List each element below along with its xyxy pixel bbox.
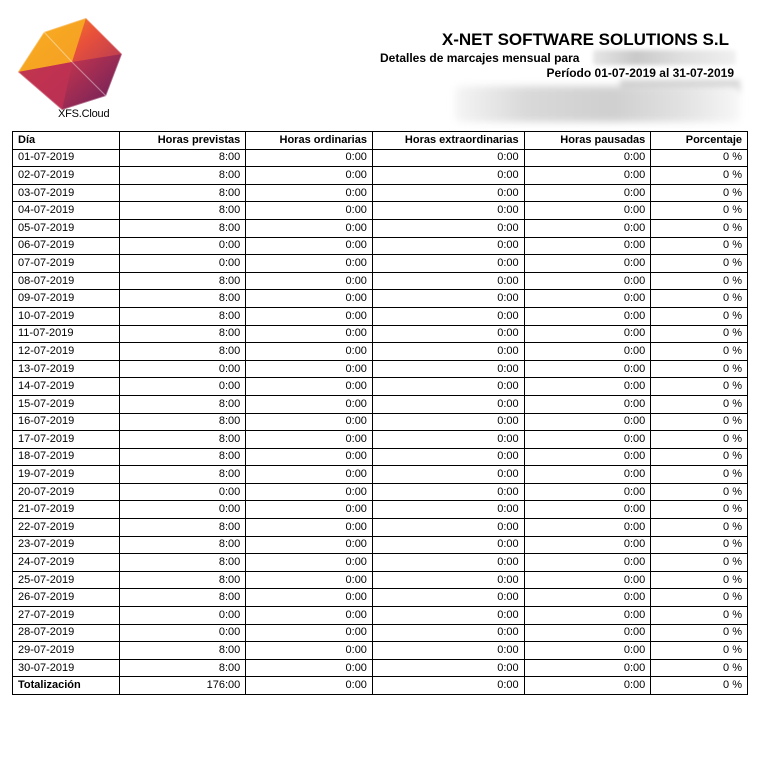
column-header: Horas previstas: [119, 132, 246, 150]
value-cell: 0:00: [372, 395, 524, 413]
value-cell: 0:00: [372, 624, 524, 642]
value-cell: 0:00: [372, 431, 524, 449]
value-cell: 0 %: [651, 624, 748, 642]
value-cell: 0:00: [119, 255, 246, 273]
value-cell: 0:00: [524, 307, 651, 325]
day-cell: Totalización: [13, 677, 120, 695]
day-cell: 29-07-2019: [13, 642, 120, 660]
value-cell: 0:00: [246, 325, 373, 343]
value-cell: 0:00: [246, 624, 373, 642]
table-row: [13, 536, 748, 554]
value-cell: 0:00: [246, 554, 373, 572]
column-header: Horas ordinarias: [246, 132, 373, 150]
value-cell: 8:00: [119, 448, 246, 466]
value-cell: 176:00: [119, 677, 246, 695]
day-cell: 02-07-2019: [13, 167, 120, 185]
value-cell: 0:00: [524, 149, 651, 167]
value-cell: 0:00: [372, 307, 524, 325]
value-cell: 0 %: [651, 413, 748, 431]
value-cell: 0 %: [651, 677, 748, 695]
table-row: [13, 659, 748, 677]
table-row: [13, 589, 748, 607]
day-cell: 09-07-2019: [13, 290, 120, 308]
table-row: [13, 149, 748, 167]
value-cell: 0:00: [372, 360, 524, 378]
day-cell: 04-07-2019: [13, 202, 120, 220]
day-cell: 27-07-2019: [13, 607, 120, 625]
value-cell: 0:00: [524, 536, 651, 554]
table-row: [13, 378, 748, 396]
value-cell: 0:00: [372, 519, 524, 537]
value-cell: 0:00: [246, 149, 373, 167]
value-cell: 0:00: [372, 659, 524, 677]
value-cell: 0:00: [524, 431, 651, 449]
value-cell: 8:00: [119, 167, 246, 185]
day-cell: 19-07-2019: [13, 466, 120, 484]
value-cell: 0:00: [119, 378, 246, 396]
value-cell: 8:00: [119, 395, 246, 413]
value-cell: 8:00: [119, 554, 246, 572]
value-cell: 0 %: [651, 589, 748, 607]
value-cell: 0:00: [372, 554, 524, 572]
day-cell: 11-07-2019: [13, 325, 120, 343]
value-cell: 0:00: [524, 237, 651, 255]
day-cell: 13-07-2019: [13, 360, 120, 378]
value-cell: 8:00: [119, 290, 246, 308]
value-cell: 0:00: [372, 483, 524, 501]
value-cell: 0:00: [524, 378, 651, 396]
value-cell: 0:00: [372, 571, 524, 589]
day-cell: 08-07-2019: [13, 272, 120, 290]
table-body: [13, 149, 748, 694]
value-cell: 0:00: [246, 360, 373, 378]
value-cell: 0:00: [246, 378, 373, 396]
value-cell: 0:00: [372, 343, 524, 361]
value-cell: 0 %: [651, 184, 748, 202]
value-cell: 8:00: [119, 343, 246, 361]
value-cell: 0 %: [651, 571, 748, 589]
value-cell: 0:00: [372, 378, 524, 396]
value-cell: 0:00: [372, 413, 524, 431]
value-cell: 0 %: [651, 554, 748, 572]
report-subtitle: Detalles de marcajes mensual para: [380, 51, 580, 65]
value-cell: 0 %: [651, 607, 748, 625]
value-cell: 0:00: [246, 431, 373, 449]
value-cell: 8:00: [119, 589, 246, 607]
value-cell: 0:00: [524, 659, 651, 677]
value-cell: 0 %: [651, 501, 748, 519]
value-cell: 0:00: [524, 624, 651, 642]
table-row: [13, 448, 748, 466]
table-row: [13, 642, 748, 660]
day-cell: 25-07-2019: [13, 571, 120, 589]
day-cell: 10-07-2019: [13, 307, 120, 325]
value-cell: 8:00: [119, 202, 246, 220]
value-cell: 0:00: [119, 624, 246, 642]
value-cell: 0:00: [524, 184, 651, 202]
value-cell: 8:00: [119, 307, 246, 325]
value-cell: 0:00: [246, 607, 373, 625]
value-cell: 0:00: [246, 571, 373, 589]
report-period: Período 01-07-2019 al 31-07-2019: [546, 66, 734, 80]
value-cell: 0:00: [246, 501, 373, 519]
value-cell: 0 %: [651, 395, 748, 413]
value-cell: 0 %: [651, 483, 748, 501]
value-cell: 0:00: [524, 642, 651, 660]
value-cell: 0 %: [651, 536, 748, 554]
day-cell: 05-07-2019: [13, 219, 120, 237]
value-cell: 0:00: [246, 272, 373, 290]
value-cell: 0 %: [651, 307, 748, 325]
value-cell: 8:00: [119, 149, 246, 167]
value-cell: 0:00: [372, 219, 524, 237]
day-cell: 17-07-2019: [13, 431, 120, 449]
value-cell: 8:00: [119, 519, 246, 537]
value-cell: 8:00: [119, 431, 246, 449]
value-cell: 0:00: [246, 343, 373, 361]
day-cell: 16-07-2019: [13, 413, 120, 431]
value-cell: 0 %: [651, 448, 748, 466]
table-row: [13, 413, 748, 431]
table-row: [13, 607, 748, 625]
table-row: [13, 290, 748, 308]
day-cell: 24-07-2019: [13, 554, 120, 572]
day-cell: 28-07-2019: [13, 624, 120, 642]
day-cell: 06-07-2019: [13, 237, 120, 255]
day-cell: 26-07-2019: [13, 589, 120, 607]
attendance-table: [12, 131, 748, 695]
value-cell: 0:00: [246, 255, 373, 273]
value-cell: 0:00: [119, 360, 246, 378]
day-cell: 07-07-2019: [13, 255, 120, 273]
table-row: [13, 395, 748, 413]
value-cell: 0:00: [524, 167, 651, 185]
value-cell: 0:00: [524, 466, 651, 484]
value-cell: 0:00: [372, 149, 524, 167]
value-cell: 0:00: [372, 466, 524, 484]
value-cell: 0:00: [524, 255, 651, 273]
column-header: Día: [13, 132, 120, 150]
table-row: [13, 501, 748, 519]
value-cell: 0:00: [524, 413, 651, 431]
table-row: [13, 519, 748, 537]
value-cell: 0:00: [524, 571, 651, 589]
value-cell: 0:00: [372, 272, 524, 290]
value-cell: 0:00: [246, 237, 373, 255]
value-cell: 0 %: [651, 519, 748, 537]
table-row: [13, 184, 748, 202]
value-cell: 0 %: [651, 255, 748, 273]
day-cell: 22-07-2019: [13, 519, 120, 537]
value-cell: 0:00: [246, 466, 373, 484]
value-cell: 0:00: [524, 501, 651, 519]
redacted-address: [455, 86, 740, 122]
value-cell: 8:00: [119, 219, 246, 237]
value-cell: 0:00: [524, 360, 651, 378]
value-cell: 0:00: [524, 607, 651, 625]
table-row: [13, 272, 748, 290]
value-cell: 0:00: [246, 483, 373, 501]
value-cell: 0:00: [246, 536, 373, 554]
value-cell: 0 %: [651, 343, 748, 361]
column-header: Horas pausadas: [524, 132, 651, 150]
value-cell: 0 %: [651, 431, 748, 449]
value-cell: 0 %: [651, 325, 748, 343]
value-cell: 0:00: [246, 413, 373, 431]
value-cell: 8:00: [119, 642, 246, 660]
day-cell: 01-07-2019: [13, 149, 120, 167]
value-cell: 8:00: [119, 571, 246, 589]
value-cell: 8:00: [119, 466, 246, 484]
day-cell: 12-07-2019: [13, 343, 120, 361]
value-cell: 0:00: [246, 167, 373, 185]
day-cell: 03-07-2019: [13, 184, 120, 202]
table-row: [13, 237, 748, 255]
value-cell: 0:00: [372, 501, 524, 519]
value-cell: 0 %: [651, 219, 748, 237]
value-cell: 0:00: [119, 501, 246, 519]
table-row: [13, 167, 748, 185]
value-cell: 0:00: [246, 219, 373, 237]
value-cell: 0:00: [372, 202, 524, 220]
value-cell: 0:00: [524, 519, 651, 537]
table-row: [13, 343, 748, 361]
value-cell: 0:00: [524, 325, 651, 343]
logo-text: XFS.Cloud: [58, 108, 110, 120]
value-cell: 8:00: [119, 325, 246, 343]
value-cell: 0:00: [524, 554, 651, 572]
value-cell: 0 %: [651, 202, 748, 220]
value-cell: 8:00: [119, 536, 246, 554]
value-cell: 0:00: [246, 184, 373, 202]
value-cell: 0:00: [246, 448, 373, 466]
value-cell: 0:00: [524, 395, 651, 413]
value-cell: 0:00: [246, 642, 373, 660]
redacted-employee-name: [593, 50, 736, 65]
value-cell: 0:00: [372, 677, 524, 695]
value-cell: 0:00: [524, 219, 651, 237]
value-cell: 0:00: [372, 167, 524, 185]
value-cell: 0 %: [651, 149, 748, 167]
value-cell: 0:00: [372, 589, 524, 607]
value-cell: 0:00: [372, 607, 524, 625]
value-cell: 0:00: [524, 290, 651, 308]
table-row: [13, 360, 748, 378]
value-cell: 0:00: [246, 307, 373, 325]
value-cell: 0:00: [372, 255, 524, 273]
value-cell: 0:00: [246, 589, 373, 607]
value-cell: 0:00: [524, 272, 651, 290]
value-cell: 0 %: [651, 466, 748, 484]
table-header-row: [13, 132, 748, 150]
value-cell: 0:00: [524, 202, 651, 220]
table-row: [13, 325, 748, 343]
value-cell: 0:00: [524, 343, 651, 361]
value-cell: 0 %: [651, 237, 748, 255]
value-cell: 0:00: [372, 184, 524, 202]
value-cell: 0:00: [524, 589, 651, 607]
value-cell: 0:00: [372, 448, 524, 466]
column-header: Horas extraordinarias: [372, 132, 524, 150]
value-cell: 0:00: [372, 237, 524, 255]
table-row: [13, 483, 748, 501]
day-cell: 14-07-2019: [13, 378, 120, 396]
value-cell: 0 %: [651, 290, 748, 308]
table-row: [13, 219, 748, 237]
table-row: [13, 624, 748, 642]
value-cell: 0 %: [651, 642, 748, 660]
value-cell: 0:00: [246, 395, 373, 413]
value-cell: 0:00: [246, 677, 373, 695]
day-cell: 15-07-2019: [13, 395, 120, 413]
table-row: [13, 571, 748, 589]
value-cell: 0:00: [119, 483, 246, 501]
value-cell: 0:00: [246, 202, 373, 220]
value-cell: 0:00: [372, 325, 524, 343]
table-row: [13, 307, 748, 325]
table-row: [13, 202, 748, 220]
day-cell: 18-07-2019: [13, 448, 120, 466]
value-cell: 0:00: [372, 536, 524, 554]
value-cell: 0:00: [372, 642, 524, 660]
value-cell: 0:00: [119, 607, 246, 625]
company-name: X-NET SOFTWARE SOLUTIONS S.L: [441, 30, 729, 49]
value-cell: 8:00: [119, 184, 246, 202]
value-cell: 0:00: [524, 677, 651, 695]
value-cell: 0:00: [372, 290, 524, 308]
value-cell: 0:00: [524, 483, 651, 501]
value-cell: 0:00: [246, 290, 373, 308]
day-cell: 21-07-2019: [13, 501, 120, 519]
value-cell: 0 %: [651, 167, 748, 185]
total-row: [13, 677, 748, 695]
table-row: [13, 466, 748, 484]
day-cell: 20-07-2019: [13, 483, 120, 501]
value-cell: 0:00: [246, 519, 373, 537]
value-cell: 0:00: [246, 659, 373, 677]
value-cell: 0:00: [119, 237, 246, 255]
value-cell: 8:00: [119, 659, 246, 677]
value-cell: 0:00: [524, 448, 651, 466]
value-cell: 0 %: [651, 272, 748, 290]
value-cell: 8:00: [119, 272, 246, 290]
day-cell: 23-07-2019: [13, 536, 120, 554]
value-cell: 0 %: [651, 360, 748, 378]
table-row: [13, 554, 748, 572]
day-cell: 30-07-2019: [13, 659, 120, 677]
value-cell: 0 %: [651, 378, 748, 396]
table-row: [13, 431, 748, 449]
table-row: [13, 255, 748, 273]
value-cell: 8:00: [119, 413, 246, 431]
column-header: Porcentaje: [651, 132, 748, 150]
value-cell: 0 %: [651, 659, 748, 677]
